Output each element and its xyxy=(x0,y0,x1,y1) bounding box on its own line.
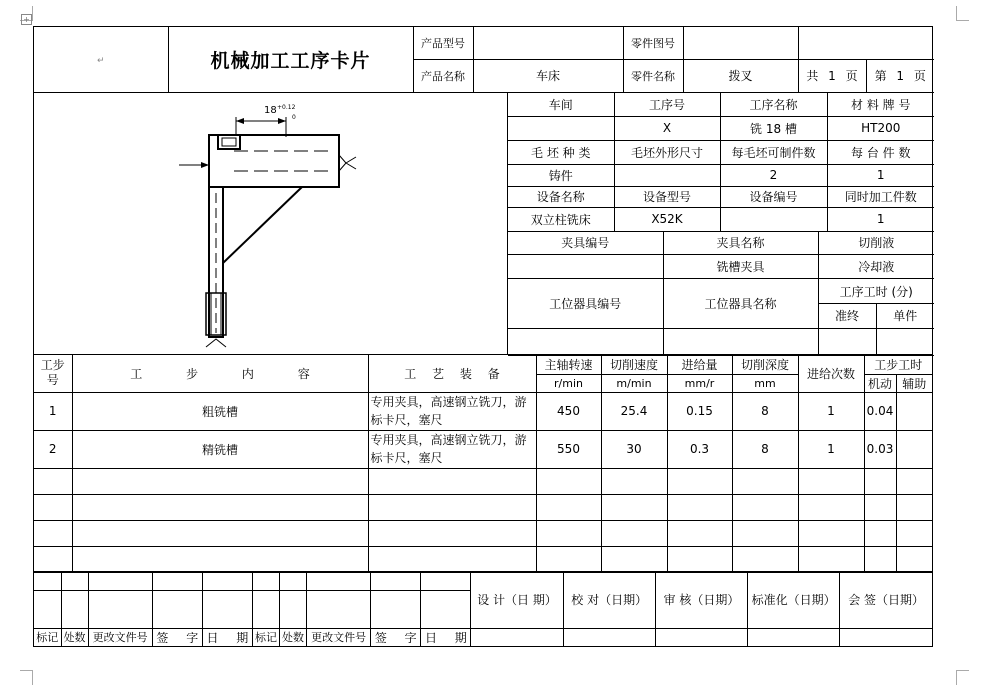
step-cell[interactable] xyxy=(667,546,732,572)
step-content[interactable]: 精铣槽 xyxy=(72,430,368,468)
step-aux-time[interactable] xyxy=(896,430,932,468)
dimension-value: 18 xyxy=(264,105,277,116)
info-panel xyxy=(507,92,933,354)
step-cell[interactable] xyxy=(798,494,864,520)
blank-size-label: 毛坯外形尺寸 xyxy=(614,140,720,164)
rev-cell[interactable] xyxy=(280,590,307,628)
step-cell[interactable] xyxy=(864,520,896,546)
standardize-label: 标准化（日期） xyxy=(748,572,840,628)
step-cell[interactable] xyxy=(34,468,72,494)
rev-date-label: 日 期 xyxy=(202,628,252,646)
unit-feed: mm/r xyxy=(667,374,732,392)
step-cell[interactable] xyxy=(601,520,667,546)
page-number-post: 页 xyxy=(913,69,926,83)
dimension-tolerance-lower: 0 xyxy=(292,114,296,121)
total-pages-pre: 共 xyxy=(806,69,819,83)
rev-cell[interactable] xyxy=(152,572,202,590)
coolant-label: 切削液 xyxy=(818,232,934,255)
process-no-label: 工序号 xyxy=(614,93,720,116)
step-cell[interactable] xyxy=(72,468,368,494)
review-label: 审 核（日期） xyxy=(655,572,747,628)
step-cell[interactable] xyxy=(864,468,896,494)
equipment-model-value[interactable]: X52K xyxy=(614,207,720,231)
table-row xyxy=(34,520,932,546)
product-model-value[interactable] xyxy=(473,27,623,59)
equipment-name-value[interactable]: 双立柱铣床 xyxy=(508,207,614,231)
fixture-name-label: 夹具名称 xyxy=(663,232,818,255)
step-depth[interactable]: 8 xyxy=(732,392,798,430)
table-row xyxy=(34,468,932,494)
step-cell[interactable] xyxy=(536,494,601,520)
col-cutting-speed: 切削速度 xyxy=(601,355,667,374)
step-cell[interactable] xyxy=(536,520,601,546)
page-corner-bottom-left xyxy=(20,670,33,685)
prep-time-label: 准终 xyxy=(818,304,876,329)
header-top-right-blank[interactable] xyxy=(798,27,934,59)
step-equipment[interactable]: 专用夹具，高速钢立铣刀，游标卡尺，塞尺 xyxy=(368,430,536,468)
coolant-value[interactable]: 冷却液 xyxy=(818,254,934,279)
unit-time-value[interactable] xyxy=(876,328,934,355)
col-content: 工 步 内 容 xyxy=(72,355,368,392)
step-cell[interactable] xyxy=(667,468,732,494)
dimension-tolerance-upper: +0.12 xyxy=(277,104,296,111)
step-machine-time[interactable]: 0.03 xyxy=(864,430,896,468)
page-number-value: 1 xyxy=(896,69,905,83)
header-left-blank: ↵ xyxy=(34,27,168,92)
part-drawing-no-value[interactable] xyxy=(683,27,798,59)
rev-count-label: 处数 xyxy=(280,628,307,646)
step-cell[interactable] xyxy=(732,494,798,520)
design-label: 设 计（日 期） xyxy=(471,572,563,628)
rev-cell[interactable] xyxy=(152,590,202,628)
step-cell[interactable] xyxy=(72,494,368,520)
parts-per-blank-value[interactable]: 2 xyxy=(720,164,827,186)
simultaneous-value[interactable]: 1 xyxy=(827,207,934,231)
table-row xyxy=(34,430,932,468)
step-cell[interactable] xyxy=(896,520,932,546)
prep-time-value[interactable] xyxy=(818,328,876,355)
equipment-name-label: 设备名称 xyxy=(508,186,614,207)
countersign-value[interactable] xyxy=(840,628,932,646)
fixture-name-value[interactable]: 铣槽夹具 xyxy=(663,254,818,279)
rev-cell[interactable] xyxy=(34,572,61,590)
step-cell[interactable] xyxy=(601,468,667,494)
rev-cell[interactable] xyxy=(61,572,88,590)
steps-table-block xyxy=(33,354,933,572)
step-cell[interactable] xyxy=(368,468,536,494)
page-corner-top-right xyxy=(956,6,969,21)
rev-change-doc-label: 更改文件号 xyxy=(307,628,371,646)
unit-depth: mm xyxy=(732,374,798,392)
rev-cell[interactable] xyxy=(371,590,421,628)
step-spindle-speed[interactable]: 550 xyxy=(536,430,601,468)
product-name-label: 产品名称 xyxy=(413,59,473,92)
parts-per-blank-label: 每毛坯可制件数 xyxy=(720,140,827,164)
step-cell[interactable] xyxy=(798,468,864,494)
rev-sign-label: 签 字 xyxy=(371,628,421,646)
step-depth[interactable]: 8 xyxy=(732,430,798,468)
rev-cell[interactable] xyxy=(421,572,471,590)
unit-spindle-speed: r/min xyxy=(536,374,601,392)
sketch-panel xyxy=(33,92,508,354)
total-pages-value: 1 xyxy=(828,69,836,83)
step-cell[interactable] xyxy=(601,546,667,572)
step-no[interactable]: 2 xyxy=(34,430,72,468)
product-name-value[interactable]: 车床 xyxy=(473,59,623,92)
page-number xyxy=(866,59,934,92)
workshop-label: 车间 xyxy=(508,93,614,116)
table-row xyxy=(34,494,932,520)
step-no[interactable]: 1 xyxy=(34,392,72,430)
station-tool-no-value[interactable] xyxy=(508,328,663,355)
rev-cell[interactable] xyxy=(371,572,421,590)
rev-cell[interactable] xyxy=(280,572,307,590)
blank-type-label: 毛 坯 种 类 xyxy=(508,140,614,164)
process-name-value[interactable]: 铣 18 槽 xyxy=(720,116,827,140)
parts-per-unit-label: 每 台 件 数 xyxy=(827,140,934,164)
workshop-value[interactable] xyxy=(508,116,614,140)
step-cell[interactable] xyxy=(368,520,536,546)
rev-cell[interactable] xyxy=(202,590,252,628)
rev-cell[interactable] xyxy=(88,590,152,628)
check-value[interactable] xyxy=(563,628,655,646)
design-value[interactable] xyxy=(471,628,563,646)
col-step-time: 工步工时 xyxy=(864,355,932,374)
step-cell[interactable] xyxy=(896,494,932,520)
rev-mark-label: 标记 xyxy=(252,628,279,646)
countersign-label: 会 签（日期） xyxy=(840,572,932,628)
step-cell[interactable] xyxy=(368,546,536,572)
equipment-model-label: 设备型号 xyxy=(614,186,720,207)
step-equipment[interactable]: 专用夹具，高速钢立铣刀，游标卡尺，塞尺 xyxy=(368,392,536,430)
step-cell[interactable] xyxy=(536,546,601,572)
step-content[interactable]: 粗铣槽 xyxy=(72,392,368,430)
step-cell[interactable] xyxy=(34,546,72,572)
parts-per-unit-value[interactable]: 1 xyxy=(827,164,934,186)
rev-cell[interactable] xyxy=(202,572,252,590)
step-feed[interactable]: 0.15 xyxy=(667,392,732,430)
equipment-no-label: 设备编号 xyxy=(720,186,827,207)
step-cell[interactable] xyxy=(34,494,72,520)
steps-table xyxy=(34,355,932,573)
total-pages-post: 页 xyxy=(845,69,858,83)
rev-cell[interactable] xyxy=(421,590,471,628)
material-value[interactable]: HT200 xyxy=(827,116,934,140)
step-machine-time[interactable]: 0.04 xyxy=(864,392,896,430)
table-row xyxy=(34,546,932,572)
station-tool-name-label: 工位器具名称 xyxy=(663,279,818,328)
col-step-no: 工步号 xyxy=(34,355,72,392)
step-cell[interactable] xyxy=(732,546,798,572)
step-cutting-speed[interactable]: 30 xyxy=(601,430,667,468)
step-cell[interactable] xyxy=(896,546,932,572)
step-cell[interactable] xyxy=(667,494,732,520)
part-name-label: 零件名称 xyxy=(623,59,683,92)
check-label: 校 对（日期） xyxy=(563,572,655,628)
process-no-value[interactable]: X xyxy=(614,116,720,140)
material-label: 材 料 牌 号 xyxy=(827,93,934,116)
review-value[interactable] xyxy=(655,628,747,646)
unit-cutting-speed: m/min xyxy=(601,374,667,392)
step-feed[interactable]: 0.3 xyxy=(667,430,732,468)
fixture-no-label: 夹具编号 xyxy=(508,232,663,255)
blank-size-value[interactable] xyxy=(614,164,720,186)
step-passes[interactable]: 1 xyxy=(798,392,864,430)
step-cell[interactable] xyxy=(896,468,932,494)
col-spindle-speed: 主轴转速 xyxy=(536,355,601,374)
fixture-no-value[interactable] xyxy=(508,254,663,279)
step-cell[interactable] xyxy=(732,520,798,546)
rev-cell[interactable] xyxy=(61,590,88,628)
step-cell[interactable] xyxy=(72,546,368,572)
rev-cell[interactable] xyxy=(88,572,152,590)
step-cell[interactable] xyxy=(864,494,896,520)
step-cell[interactable] xyxy=(536,468,601,494)
table-row xyxy=(34,392,932,430)
step-aux-time[interactable] xyxy=(896,392,932,430)
step-cell[interactable] xyxy=(72,520,368,546)
step-cell[interactable] xyxy=(864,546,896,572)
page-number-pre: 第 xyxy=(874,69,887,83)
outer-right-border xyxy=(932,92,933,354)
rev-date-label: 日 期 xyxy=(421,628,471,646)
rev-change-doc-label: 更改文件号 xyxy=(88,628,152,646)
step-passes[interactable]: 1 xyxy=(798,430,864,468)
unit-time-label: 单件 xyxy=(876,304,934,329)
page-corner-bottom-right xyxy=(956,670,969,685)
part-sketch-drawing xyxy=(174,93,474,355)
rev-count-label: 处数 xyxy=(61,628,88,646)
simultaneous-label: 同时加工件数 xyxy=(827,186,934,207)
col-machine-time: 机动 xyxy=(864,374,896,392)
col-aux-time: 辅助 xyxy=(896,374,932,392)
card-title: 机械加工工序卡片 xyxy=(168,27,413,92)
step-cutting-speed[interactable]: 25.4 xyxy=(601,392,667,430)
rev-cell[interactable] xyxy=(34,590,61,628)
col-equipment: 工 艺 装 备 xyxy=(368,355,536,392)
total-pages xyxy=(798,59,866,92)
part-name-value[interactable]: 拨叉 xyxy=(683,59,798,92)
rev-mark-label: 标记 xyxy=(34,628,61,646)
step-cell[interactable] xyxy=(667,520,732,546)
step-cell[interactable] xyxy=(798,520,864,546)
rev-sign-label: 签 字 xyxy=(152,628,202,646)
process-time-label: 工序工时 (分) xyxy=(818,279,934,304)
blank-type-value[interactable]: 铸件 xyxy=(508,164,614,186)
col-depth: 切削深度 xyxy=(732,355,798,374)
step-spindle-speed[interactable]: 450 xyxy=(536,392,601,430)
equipment-no-value[interactable] xyxy=(720,207,827,231)
rev-cell[interactable] xyxy=(252,572,279,590)
step-cell[interactable] xyxy=(732,468,798,494)
product-model-label: 产品型号 xyxy=(413,27,473,59)
station-tool-name-value[interactable] xyxy=(663,328,818,355)
rev-cell[interactable] xyxy=(252,590,279,628)
table-move-handle-icon[interactable]: + xyxy=(21,14,32,25)
header-block xyxy=(33,26,933,92)
rev-cell[interactable] xyxy=(307,590,371,628)
process-name-label: 工序名称 xyxy=(720,93,827,116)
revision-block xyxy=(33,571,933,647)
part-drawing-no-label: 零件图号 xyxy=(623,27,683,59)
rev-cell[interactable] xyxy=(307,572,371,590)
step-cell[interactable] xyxy=(798,546,864,572)
step-cell[interactable] xyxy=(368,494,536,520)
col-passes: 进给次数 xyxy=(798,355,864,392)
step-cell[interactable] xyxy=(34,520,72,546)
col-feed: 进给量 xyxy=(667,355,732,374)
step-cell[interactable] xyxy=(601,494,667,520)
standardize-value[interactable] xyxy=(748,628,840,646)
station-tool-no-label: 工位器具编号 xyxy=(508,279,663,328)
